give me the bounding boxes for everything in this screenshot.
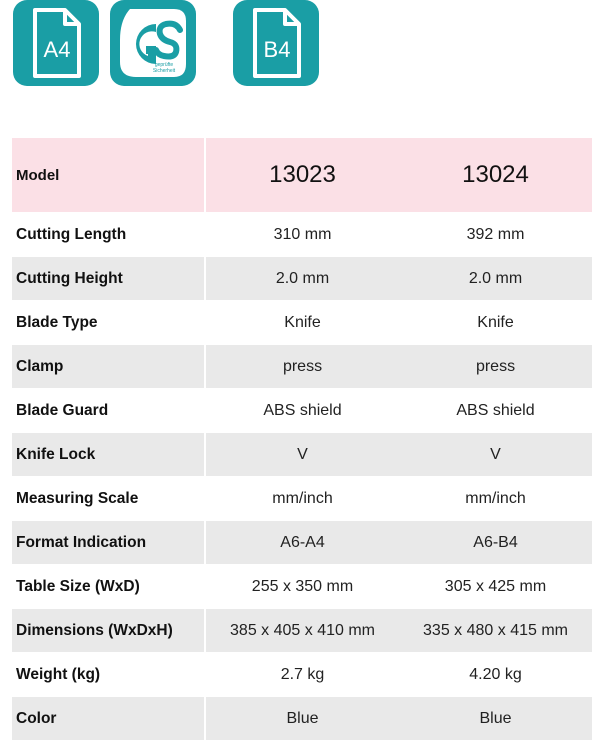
spec-value-model-2: A6-B4: [399, 521, 592, 565]
spec-row-cutting-length: [12, 213, 592, 257]
spec-value-model-1: press: [205, 345, 399, 389]
spec-value-model-1: 255 x 350 mm: [205, 565, 399, 609]
spec-label: Cutting Height: [12, 257, 205, 301]
spec-table: [12, 138, 592, 741]
spec-value-model-2: Blue: [399, 697, 592, 741]
spec-value-model-1: V: [205, 433, 399, 477]
spec-label: Color: [12, 697, 205, 741]
spec-value-model-1: Blue: [205, 697, 399, 741]
spec-row-color: [12, 697, 592, 741]
spec-value-model-2: 2.0 mm: [399, 257, 592, 301]
model-13024: 13024: [399, 138, 592, 213]
spec-label: Blade Type: [12, 301, 205, 345]
spec-row-weight: [12, 653, 592, 697]
spec-value-model-1: ABS shield: [205, 389, 399, 433]
spec-value-model-2: 305 x 425 mm: [399, 565, 592, 609]
spec-value-model-2: 4.20 kg: [399, 653, 592, 697]
spec-label: Knife Lock: [12, 433, 205, 477]
b4-format-icon: [233, 0, 319, 86]
spec-value-model-1: 2.0 mm: [205, 257, 399, 301]
spec-value-model-1: 385 x 405 x 410 mm: [205, 609, 399, 653]
gs-certification-icon: [110, 0, 196, 86]
spec-value-model-2: press: [399, 345, 592, 389]
spec-row-measuring-scale: [12, 477, 592, 521]
spec-label: Cutting Length: [12, 213, 205, 257]
spec-value-model-1: mm/inch: [205, 477, 399, 521]
spec-row-format-indication: [12, 521, 592, 565]
spec-label: Dimensions (WxDxH): [12, 609, 205, 653]
spec-label: Blade Guard: [12, 389, 205, 433]
b4-icon-label: B4: [263, 37, 291, 62]
spec-value-model-2: ABS shield: [399, 389, 592, 433]
model-label: Model: [12, 138, 205, 213]
spec-value-model-2: V: [399, 433, 592, 477]
spec-row-clamp: [12, 345, 592, 389]
spec-label: Weight (kg): [12, 653, 205, 697]
spec-row-table-size: [12, 565, 592, 609]
spec-label: Format Indication: [12, 521, 205, 565]
spec-value-model-1: 2.7 kg: [205, 653, 399, 697]
spec-value-model-1: A6-A4: [205, 521, 399, 565]
spec-table-body: [12, 138, 592, 741]
spec-label: Clamp: [12, 345, 205, 389]
spec-row-dimensions: [12, 609, 592, 653]
spec-value-model-2: Knife: [399, 301, 592, 345]
a4-format-icon: [13, 0, 99, 86]
model-13023: 13023: [205, 138, 399, 213]
spec-value-model-1: 310 mm: [205, 213, 399, 257]
spec-value-model-2: 392 mm: [399, 213, 592, 257]
spec-row-knife-lock: [12, 433, 592, 477]
spec-label: Table Size (WxD): [12, 565, 205, 609]
a4-icon-label: A4: [43, 37, 71, 62]
model-row: [12, 138, 592, 213]
gs-icon-subtitle-2: Sicherheit: [152, 68, 176, 74]
gs-icon-subtitle-1: geprüfte: [154, 62, 174, 68]
spec-row-cutting-height: [12, 257, 592, 301]
spec-value-model-2: mm/inch: [399, 477, 592, 521]
spec-row-blade-type: [12, 301, 592, 345]
spec-row-blade-guard: [12, 389, 592, 433]
spec-value-model-1: Knife: [205, 301, 399, 345]
spec-value-model-2: 335 x 480 x 415 mm: [399, 609, 592, 653]
spec-label: Measuring Scale: [12, 477, 205, 521]
